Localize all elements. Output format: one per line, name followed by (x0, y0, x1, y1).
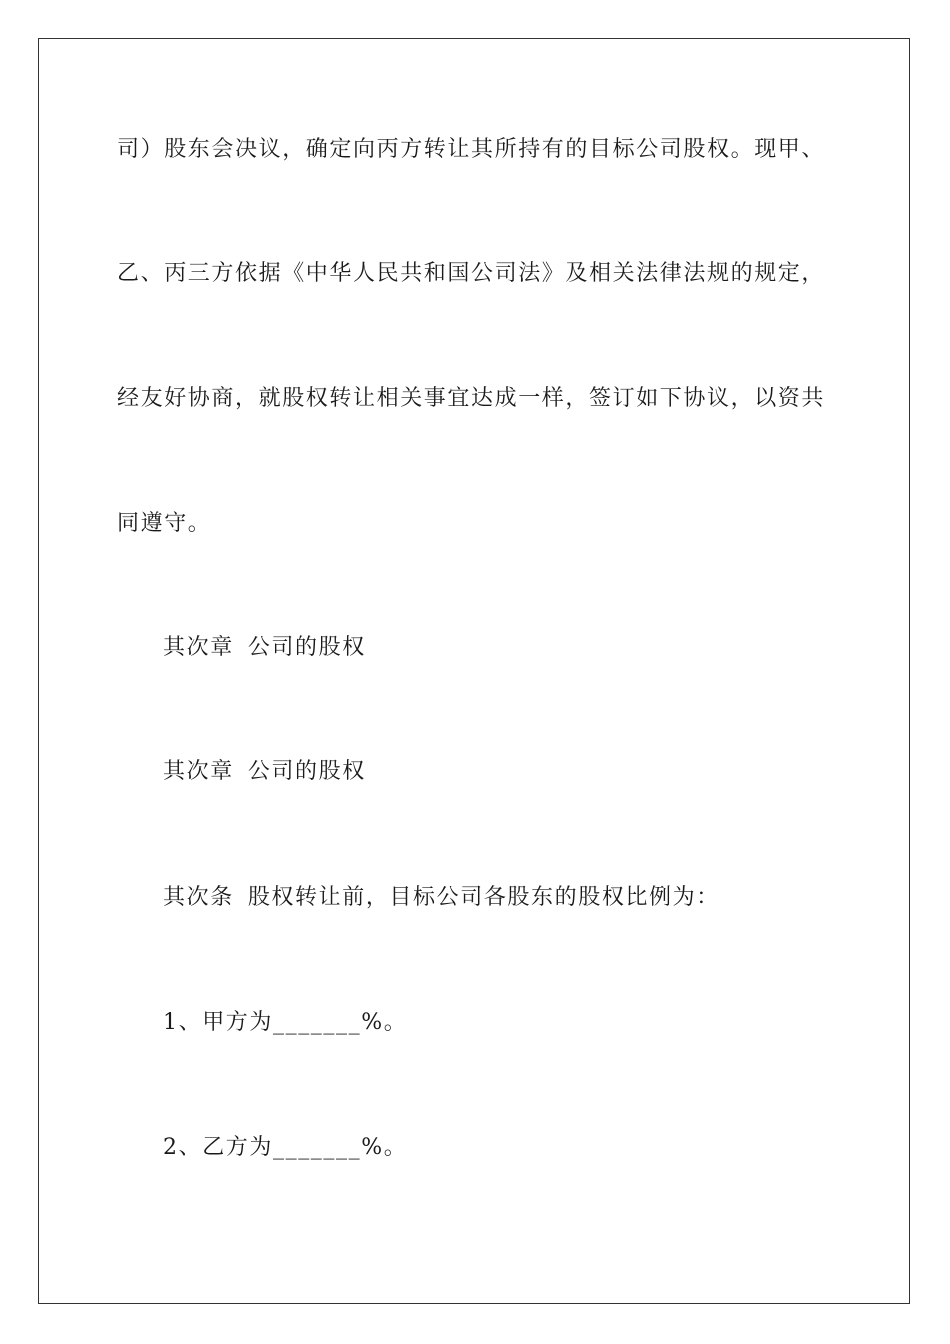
chapter-title: 公司的股权 (247, 635, 366, 660)
article-label: 其次条 (163, 885, 234, 910)
chapter-heading-1 (163, 633, 366, 663)
chapter-label: 其次章 (163, 635, 234, 660)
article-line (163, 883, 720, 913)
chapter-title: 公司的股权 (247, 759, 366, 784)
paragraph-line-2: 乙、丙三方依据《中华人民共和国公司法》及相关法律法规的规定， (117, 261, 826, 286)
page-border (38, 38, 910, 1304)
paragraph-line-1: 司）股东会决议，确定向丙方转让其所持有的目标公司股权。现甲、 (117, 137, 826, 162)
chapter-label: 其次章 (163, 759, 234, 784)
list-item-2: 2、乙方为_______%。 (163, 1135, 408, 1160)
article-text: 股权转让前，目标公司各股东的股权比例为： (247, 885, 720, 910)
chapter-heading-2 (163, 757, 366, 787)
paragraph-line-4: 同遵守。 (117, 511, 212, 536)
paragraph-line-3: 经友好协商，就股权转让相关事宜达成一样，签订如下协议，以资共 (117, 386, 826, 411)
list-item-1: 1、甲方为_______%。 (163, 1010, 408, 1035)
